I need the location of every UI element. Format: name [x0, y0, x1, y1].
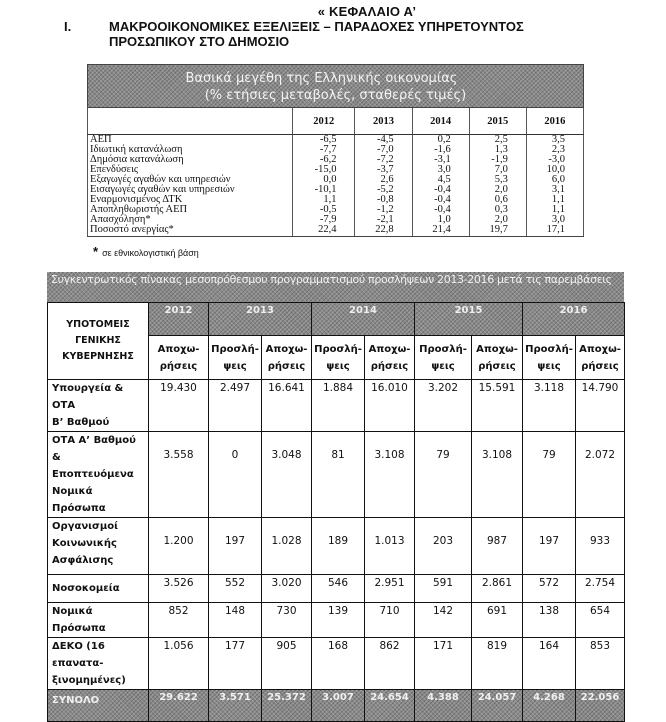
economy-table-row [88, 225, 584, 237]
hires-column-header [523, 336, 576, 380]
subsector-label [48, 638, 149, 690]
hiring-table-row [48, 575, 625, 603]
hires-column-header [312, 336, 365, 380]
indicator-value: 3,5 [526, 135, 583, 146]
hiring-value: 2.497 [209, 380, 262, 432]
hiring-value: 552 [209, 575, 262, 603]
indicator-label: Εναρμονισμένος ΔΤΚ [88, 195, 293, 205]
indicator-value: 1,1 [526, 205, 583, 215]
hiring-value: 16.010 [365, 380, 415, 432]
year-header: 2015 [469, 108, 526, 135]
subsector-label-line: Εποπτευόμενα [52, 469, 134, 480]
indicator-value: 2,0 [469, 215, 526, 225]
indicator-label: Απασχόληση* [88, 215, 293, 225]
indicator-value: -3,1 [412, 155, 469, 165]
indicator-value: 7,0 [469, 165, 526, 175]
hiring-value: 189 [312, 518, 365, 575]
economy-table-corner [88, 108, 293, 135]
exits-column-header [149, 336, 209, 380]
economy-table-header-row [88, 108, 584, 135]
year-header: 2012 [293, 108, 355, 135]
economy-table-grid [87, 108, 584, 237]
hiring-value: 819 [472, 638, 523, 690]
indicator-value: -0,5 [293, 205, 355, 215]
column-header-line: Αποχω- [265, 343, 308, 355]
subsector-label [48, 518, 149, 575]
hiring-value: 79 [523, 432, 576, 518]
economy-table-title [87, 64, 584, 108]
column-header-line: Προσλή- [525, 343, 573, 355]
total-value: 25.372 [262, 690, 312, 722]
hiring-value: 171 [415, 638, 472, 690]
indicator-value: 1,3 [469, 145, 526, 155]
hiring-value: 168 [312, 638, 365, 690]
hiring-value: 730 [262, 603, 312, 638]
total-value: 22.056 [576, 690, 625, 722]
indicator-value: -4,5 [355, 135, 412, 146]
indicator-value: -7,2 [355, 155, 412, 165]
indicator-value: -6,2 [293, 155, 355, 165]
indicator-value: 0,0 [293, 175, 355, 185]
hiring-table-row [48, 432, 625, 518]
indicator-value: 1,1 [526, 195, 583, 205]
hiring-total-row [48, 690, 625, 722]
hiring-value: 1.056 [149, 638, 209, 690]
subsector-label-line: Νομικά Πρόσωπα [52, 486, 106, 514]
column-header-line: ψεις [223, 360, 247, 372]
hiring-value: 1.884 [312, 380, 365, 432]
indicator-value: 2,0 [469, 185, 526, 195]
hiring-value: 15.591 [472, 380, 523, 432]
hiring-value: 852 [149, 603, 209, 638]
subsector-header [48, 303, 149, 380]
indicator-value: 3,0 [526, 215, 583, 225]
indicator-label: Εξαγωγές αγαθών και υπηρεσιών [88, 175, 293, 185]
indicator-value: 17,1 [526, 225, 583, 237]
indicator-value: -3,7 [355, 165, 412, 175]
year-header-2013: 2013 [209, 303, 312, 336]
hiring-value: 138 [523, 603, 576, 638]
economy-indicators-table [87, 64, 584, 237]
hiring-value: 148 [209, 603, 262, 638]
hiring-table-title [47, 272, 624, 302]
hiring-value: 987 [472, 518, 523, 575]
indicator-value: 2,3 [526, 145, 583, 155]
indicator-value: 5,3 [469, 175, 526, 185]
column-header-line: ψεις [537, 360, 561, 372]
total-value: 24.654 [365, 690, 415, 722]
hiring-value: 177 [209, 638, 262, 690]
subsector-label [48, 575, 149, 603]
column-header-line: Προσλή- [419, 343, 467, 355]
indicator-label: Εισαγωγές αγαθών και υπηρεσιών [88, 185, 293, 195]
column-header-line: Αποχω- [476, 343, 518, 355]
total-value: 4.388 [415, 690, 472, 722]
subsector-label-line: Νοσοκομεία [52, 583, 120, 594]
indicator-value: -7,0 [355, 145, 412, 155]
column-header-line: ρήσεις [478, 360, 516, 372]
hiring-value: 710 [365, 603, 415, 638]
subsector-label-line: Β’ Βαθμού [52, 417, 110, 428]
indicator-value: -0,4 [412, 205, 469, 215]
subsector-label-line: Κοινωνικής [52, 538, 117, 549]
hiring-value: 3.558 [149, 432, 209, 518]
year-header-2016: 2016 [523, 303, 625, 336]
subsector-label-line: ΔΕΚΟ (16 επανατα- [52, 641, 105, 669]
hiring-value: 3.048 [262, 432, 312, 518]
indicator-value: 22,8 [355, 225, 412, 237]
subsector-label-line: Οργανισμοί [52, 521, 118, 532]
indicator-value: 22,4 [293, 225, 355, 237]
indicator-value: 10,0 [526, 165, 583, 175]
exits-column-header [365, 336, 415, 380]
chapter-heading-text: « ΚΕΦΑΛΑΙΟ Α’ [317, 4, 417, 19]
indicator-value: 0,3 [469, 205, 526, 215]
hiring-value: 14.790 [576, 380, 625, 432]
indicator-label: Δημόσια κατανάλωση [88, 155, 293, 165]
indicator-label: Αποπληθωριστής ΑΕΠ [88, 205, 293, 215]
indicator-value: 0,6 [469, 195, 526, 205]
subsector-header-line: ΓΕΝΙΚΗΣ [75, 335, 121, 346]
hiring-value: 591 [415, 575, 472, 603]
economy-table-title-line1: Βασικά μεγέθη της Ελληνικής οικονομίας [185, 71, 458, 86]
hiring-value: 3.108 [365, 432, 415, 518]
section-number: I. [64, 19, 72, 34]
hiring-value: 197 [209, 518, 262, 575]
column-header-line: Αποχω- [368, 343, 411, 355]
column-header-line: Αποχω- [579, 343, 621, 355]
hiring-value: 164 [523, 638, 576, 690]
subsector-label-line: Ασφάλισης [52, 555, 114, 566]
indicator-value: 3,1 [526, 185, 583, 195]
indicator-label: Ιδιωτική κατανάλωση [88, 145, 293, 155]
hiring-value: 2.072 [576, 432, 625, 518]
hiring-value: 81 [312, 432, 365, 518]
year-header: 2014 [412, 108, 469, 135]
hiring-value: 654 [576, 603, 625, 638]
hiring-value: 546 [312, 575, 365, 603]
subsector-header-line: ΚΥΒΕΡΝΗΣΗΣ [62, 351, 134, 362]
column-header-line: ρήσεις [581, 360, 619, 372]
indicator-value: -1,2 [355, 205, 412, 215]
hiring-value: 1.013 [365, 518, 415, 575]
indicator-label: ΑΕΠ [88, 135, 293, 146]
section-title: ΜΑΚΡΟΟΙΚΟΝΟΜΙΚΕΣ ΕΞΕΛΙΞΕΙΣ – ΠΑΡΑΔΟΧΕΣ ΥΠΗΡΕΤΟΥΝΤΟΣ ΠΡΟΣΩΠΙΚΟΥ ΣΤΟ ΔΗΜΟΣΙΟ [109, 19, 524, 49]
indicator-value: 6,0 [526, 175, 583, 185]
hiring-value: 1.028 [262, 518, 312, 575]
exits-column-header [262, 336, 312, 380]
subsector-header-line: ΥΠΟΤΟΜΕΙΣ [66, 319, 130, 330]
indicator-value: -2,1 [355, 215, 412, 225]
indicator-value: -7,7 [293, 145, 355, 155]
hiring-value: 0 [209, 432, 262, 518]
hiring-value: 203 [415, 518, 472, 575]
footnote-text: σε εθνικολογιστική βάση [102, 248, 199, 258]
hiring-value: 2.754 [576, 575, 625, 603]
footnote [93, 244, 199, 259]
indicator-value: -15,0 [293, 165, 355, 175]
hiring-table-row [48, 518, 625, 575]
indicator-value: 21,4 [412, 225, 469, 237]
hiring-value: 572 [523, 575, 576, 603]
hiring-value: 2.861 [472, 575, 523, 603]
indicator-value: -1,6 [412, 145, 469, 155]
indicator-label: Ποσοστό ανεργίας* [88, 225, 293, 237]
hiring-value: 139 [312, 603, 365, 638]
footnote-asterisk: * [93, 244, 99, 259]
hiring-value: 197 [523, 518, 576, 575]
hiring-table-row [48, 603, 625, 638]
column-header-line: Προσλή- [314, 343, 362, 355]
indicator-value: 0,2 [412, 135, 469, 146]
column-header-line: ψεις [326, 360, 350, 372]
indicator-value: 3,0 [412, 165, 469, 175]
total-value: 3.007 [312, 690, 365, 722]
column-header-line: ψεις [431, 360, 455, 372]
year-header: 2013 [355, 108, 412, 135]
hires-column-header [209, 336, 262, 380]
hiring-value: 905 [262, 638, 312, 690]
hiring-value: 79 [415, 432, 472, 518]
exits-column-header [576, 336, 625, 380]
hiring-value: 3.118 [523, 380, 576, 432]
subsector-label-line: Υπουργεία & ΟΤΑ [52, 383, 124, 411]
indicator-value: 1,1 [293, 195, 355, 205]
year-header: 2016 [526, 108, 583, 135]
indicator-value: 19,7 [469, 225, 526, 237]
indicator-value: -1,9 [469, 155, 526, 165]
indicator-value: 2,5 [469, 135, 526, 146]
year-header-2012: 2012 [149, 303, 209, 336]
total-value: 29.622 [149, 690, 209, 722]
subsector-label-line: ΟΤΑ Α’ Βαθμού & [52, 435, 136, 463]
indicator-value: -6,5 [293, 135, 355, 146]
subsector-label-line: ξινομημένες) [52, 675, 126, 686]
hiring-plan-table [47, 302, 625, 722]
column-header-line: Αποχω- [157, 343, 200, 355]
hiring-table-title-text: Συγκεντρωτικός πίνακας μεσοπρόθεσμου προγραμματισμού προσλήψεων 2013-2016 μετά τις παρεμβάσεις [51, 273, 612, 286]
indicator-value: -0,4 [412, 185, 469, 195]
indicator-value: -10,1 [293, 185, 355, 195]
year-header-2014: 2014 [312, 303, 415, 336]
column-header-line: ρήσεις [370, 360, 409, 372]
column-header-line: Προσλή- [211, 343, 259, 355]
total-label: ΣΥΝΟΛΟ [48, 690, 149, 722]
hiring-table-row [48, 380, 625, 432]
hiring-value: 933 [576, 518, 625, 575]
hiring-year-row [48, 303, 625, 336]
column-header-line: ρήσεις [267, 360, 306, 372]
hiring-table-row [48, 638, 625, 690]
indicator-value: 4,5 [412, 175, 469, 185]
indicator-value: 1,0 [412, 215, 469, 225]
hiring-value: 3.108 [472, 432, 523, 518]
indicator-value: -0,8 [355, 195, 412, 205]
subsector-label [48, 432, 149, 518]
exits-column-header [472, 336, 523, 380]
indicator-value: -5,2 [355, 185, 412, 195]
indicator-value: -3,0 [526, 155, 583, 165]
year-header-2015: 2015 [415, 303, 523, 336]
indicator-value: -0,4 [412, 195, 469, 205]
hiring-value: 142 [415, 603, 472, 638]
subsector-label [48, 380, 149, 432]
column-header-line: ρήσεις [159, 360, 198, 372]
chapter-heading [0, 4, 666, 19]
indicator-label: Επενδύσεις [88, 165, 293, 175]
hiring-value: 862 [365, 638, 415, 690]
hiring-value: 1.200 [149, 518, 209, 575]
hiring-value: 3.526 [149, 575, 209, 603]
hiring-value: 3.202 [415, 380, 472, 432]
economy-table-title-line2: (% ετήσιες μεταβολές, σταθερές τιμές) [204, 88, 467, 103]
total-value: 24.057 [472, 690, 523, 722]
subsector-label [48, 603, 149, 638]
subsector-label-line: Νομικά Πρόσωπα [52, 606, 106, 634]
total-value: 3.571 [209, 690, 262, 722]
indicator-value: -7,9 [293, 215, 355, 225]
hiring-value: 2.951 [365, 575, 415, 603]
hiring-value: 853 [576, 638, 625, 690]
hiring-value: 19.430 [149, 380, 209, 432]
hiring-value: 3.020 [262, 575, 312, 603]
indicator-value: 2,6 [355, 175, 412, 185]
total-value: 4.268 [523, 690, 576, 722]
hiring-value: 691 [472, 603, 523, 638]
hiring-value: 16.641 [262, 380, 312, 432]
hires-column-header [415, 336, 472, 380]
